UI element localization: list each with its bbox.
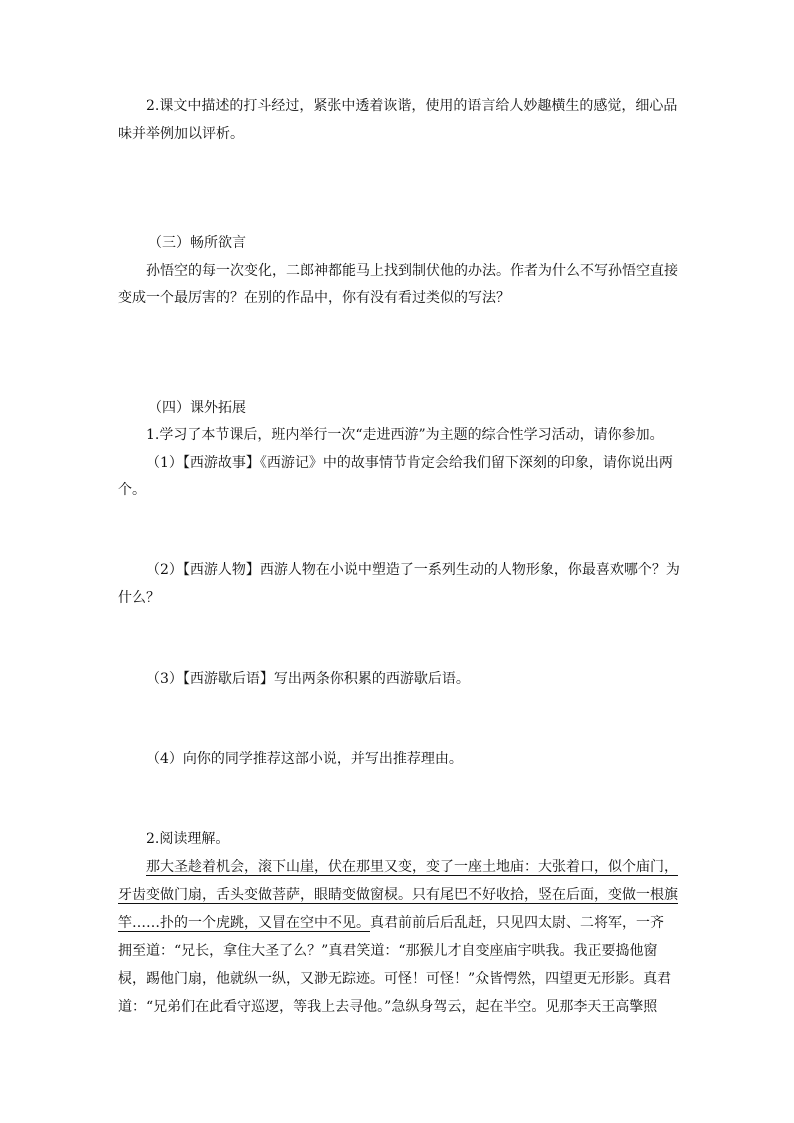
reading-line-4: 拥至道：“兄长，拿住大圣了么？”真君笑道：“那猴儿才自变座庙宇哄我。我正要捣他窗 — [118, 943, 658, 959]
sub-question-4: （4）向你的同学推荐这部小说，并写出推荐理由。 — [146, 751, 463, 767]
section-3-line-1: 孙悟空的每一次变化，二郎神都能马上找到制伏他的办法。作者为什么不写孙悟空直接 — [146, 263, 678, 279]
reading-heading: 2.阅读理解。 — [146, 831, 230, 847]
sub-question-3: （3）【西游歇后语】写出两条你积累的西游歇后语。 — [146, 671, 470, 687]
reading-line-3-underlined: 竿……扑的一个虎跳，又冒在空中不见。 — [118, 915, 370, 931]
sub-question-2-line-2: 什么？ — [118, 590, 160, 606]
question-2-line-1: 2.课文中描述的打斗经过，紧张中透着诙谐，使用的语言给人妙趣横生的感觉，细心品 — [146, 98, 678, 114]
section-4-item-1: 1.学习了本节课后，班内举行一次“走进西游”为主题的综合性学习活动，请你参加。 — [146, 427, 664, 443]
reading-line-6: 道：“兄弟们在此看守巡逻，等我上去寻他。”急纵身驾云，起在半空。见那李天王高擎照 — [118, 999, 658, 1015]
reading-line-1: 那大圣趁着机会，滚下山崖，伏在那里又变，变了一座土地庙：大张着口，似个庙门， — [146, 859, 678, 875]
question-2-line-2: 味并举例加以评析。 — [118, 126, 244, 142]
section-3-line-2: 变成一个最厉害的？在别的作品中，你有没有看过类似的写法？ — [118, 290, 510, 306]
sub-question-2-line-1: （2）【西游人物】西游人物在小说中塑造了一系列生动的人物形象，你最喜欢哪个？为 — [146, 562, 680, 578]
section-4-heading: （四）课外拓展 — [148, 400, 246, 416]
reading-line-5: 棂，踢他门扇，他就纵一纵，又渺无踪迹。可怪！可怪！”众皆愕然，四望更无形影。真君 — [118, 971, 672, 987]
reading-line-3-rest: 真君前前后后乱赶，只见四太尉、二将军，一齐 — [370, 915, 664, 931]
sub-question-1-line-2: 个。 — [118, 482, 146, 498]
reading-line-2: 牙齿变做门扇，舌头变做菩萨，眼睛变做窗棂。只有尾巴不好收拾，竖在后面，变做一根旗 — [118, 887, 678, 903]
sub-question-1-line-1: （1）【西游故事】《西游记》中的故事情节肯定会给我们留下深刻的印象，请你说出两 — [146, 455, 673, 471]
section-3-heading: （三）畅所欲言 — [148, 235, 246, 251]
reading-line-3 — [118, 913, 678, 933]
